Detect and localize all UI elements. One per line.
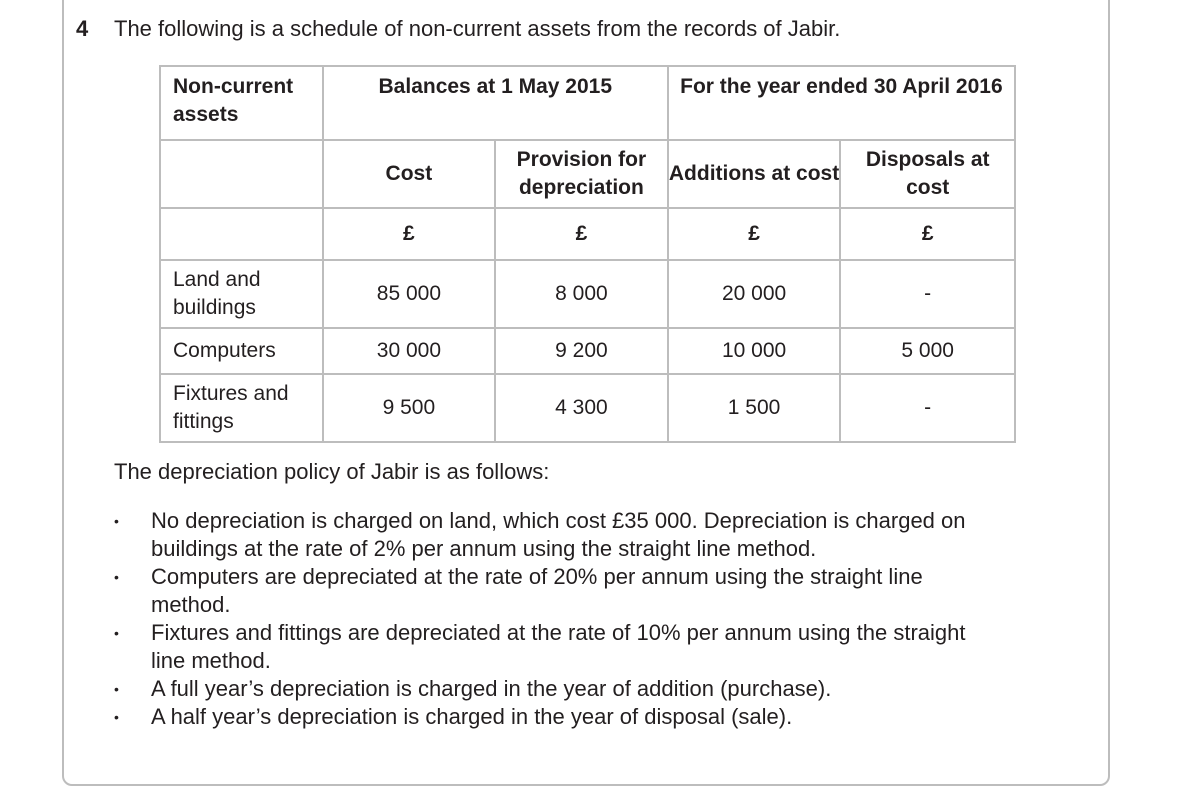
bullet-icon: •	[114, 681, 119, 697]
cost-value: 85 000	[323, 260, 495, 328]
asset-name: Computers	[160, 328, 323, 374]
provision-value: 8 000	[495, 260, 668, 328]
list-item	[114, 619, 974, 675]
policy-item-text: A full year’s depreciation is charged in the year of addition (purchase).	[151, 676, 832, 701]
question-number: 4	[76, 16, 89, 41]
header-row	[160, 66, 1015, 140]
list-item	[114, 507, 974, 563]
header-balances: Balances at 1 May 2015	[323, 66, 668, 140]
asset-schedule-table	[159, 65, 1016, 443]
header-year-ended: For the year ended 30 April 2016	[668, 66, 1015, 140]
currency-symbol: £	[668, 208, 841, 260]
policy-intro: The depreciation policy of Jabir is as follows:	[114, 459, 550, 484]
list-item	[114, 675, 974, 703]
currency-symbol: £	[323, 208, 495, 260]
list-item	[114, 703, 974, 731]
currency-symbol: £	[495, 208, 668, 260]
policy-item-text: Fixtures and fittings are depreciated at the rate of 10% per annum using the straight line method.	[151, 620, 966, 673]
bullet-icon: •	[114, 625, 119, 641]
disposals-value: -	[840, 260, 1015, 328]
cost-value: 30 000	[323, 328, 495, 374]
asset-name: Land and buildings	[160, 260, 323, 328]
table-row	[160, 260, 1015, 328]
additions-value: 20 000	[668, 260, 841, 328]
currency-row	[160, 208, 1015, 260]
policy-item-text: No depreciation is charged on land, which cost £35 000. Depreciation is charged on buildings at the rate of 2% per annum using the straight line method.	[151, 508, 966, 561]
provision-value: 4 300	[495, 374, 668, 442]
header-non-current-assets: Non-current assets	[160, 66, 323, 140]
list-item	[114, 563, 974, 619]
header-provision: Provision for depreciation	[495, 140, 668, 208]
table-row	[160, 374, 1015, 442]
subheader-empty	[160, 140, 323, 208]
currency-symbol: £	[840, 208, 1015, 260]
disposals-value: 5 000	[840, 328, 1015, 374]
policy-item-text: Computers are depreciated at the rate of 20% per annum using the straight line method.	[151, 564, 923, 617]
cost-value: 9 500	[323, 374, 495, 442]
bullet-icon: •	[114, 709, 119, 725]
bullet-icon: •	[114, 513, 119, 529]
table-row	[160, 328, 1015, 374]
policy-list	[114, 507, 974, 731]
additions-value: 1 500	[668, 374, 841, 442]
bullet-icon: •	[114, 569, 119, 585]
additions-value: 10 000	[668, 328, 841, 374]
header-additions: Additions at cost	[668, 140, 841, 208]
currency-empty	[160, 208, 323, 260]
header-disposals: Disposals at cost	[840, 140, 1015, 208]
header-cost: Cost	[323, 140, 495, 208]
subheader-row	[160, 140, 1015, 208]
provision-value: 9 200	[495, 328, 668, 374]
asset-name: Fixtures and fittings	[160, 374, 323, 442]
question-text: The following is a schedule of non-current assets from the records of Jabir.	[114, 16, 841, 41]
disposals-value: -	[840, 374, 1015, 442]
policy-item-text: A half year’s depreciation is charged in the year of disposal (sale).	[151, 704, 793, 729]
